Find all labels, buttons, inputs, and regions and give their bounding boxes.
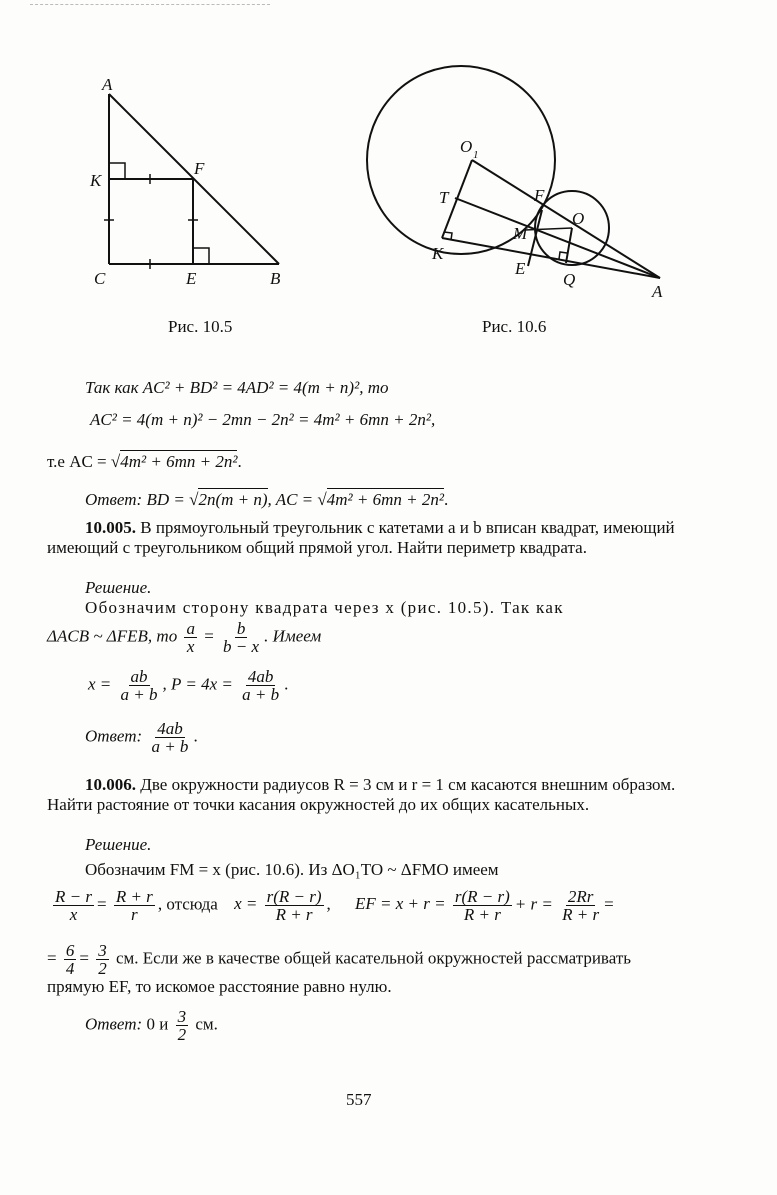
label-F: F [534, 186, 545, 205]
sol2-conclusion: см. Если же в качестве общей касательной окружностей рассматривать прямую EF, то искомое расстояние равно нулю. [47, 948, 632, 996]
ac-radicand-2: 4m² + 6mn + 2n² [326, 490, 444, 509]
answer-2: Ответ: $\frac{4ab}{a + b}$ . [85, 719, 198, 756]
ac-radicand: 4m² + 6mn + 2n² [120, 452, 238, 471]
right-angle-E [193, 248, 209, 264]
sol1-line3: x = $\frac{ab}{a + b}$ , P = 4x = $\frac{4ab}{a + b}$ . [88, 667, 289, 704]
text-line-2: AC² = 4(m + n)² − 2mn − 2n² = 4m² + 6mn + 2n², [90, 410, 436, 429]
caption-fig-10-6: Рис. 10.6 [482, 317, 547, 336]
fraction-Rpr-r: $\frac{R + r}{r}$ [115, 887, 153, 924]
label-E: E [515, 259, 526, 278]
text-line-3: т.е AC = √4m² + 6mn + 2n². [47, 452, 242, 471]
page-number: 557 [346, 1090, 372, 1109]
answer-fraction-3-2: $\frac{3}{2}$ [177, 1007, 187, 1044]
radius-OQ [566, 228, 572, 263]
label-C: C [94, 269, 106, 288]
fraction-Rmr-x: $\frac{R - r}{x}$ [55, 887, 92, 924]
sol1-line2: ΔACB ~ ΔFEB, то $\frac{a}{x}$ = $\frac{b}{b - x}$ . Имеем [47, 619, 322, 656]
label-O1-sub: 1 [473, 149, 479, 161]
fraction-6-4: $\frac{6}{4}$ [65, 941, 75, 978]
fraction-2Rr: $\frac{2Rr}{R + r}$ [562, 887, 600, 924]
label-K: K [90, 171, 102, 190]
label-F: F [194, 159, 205, 178]
ac-prefix: т.е AC = [47, 452, 107, 471]
problem-statement: В прямоугольный треугольник с катетами a и b вписан квадрат, имеющий имеющий с треугольником общий прямой угол. Найти периметр квадрата. [47, 518, 675, 557]
answer-3: Ответ: 0 и $\frac{3}{2}$ см. [85, 1007, 218, 1044]
figure-10-6 [360, 60, 690, 345]
label-B: B [270, 269, 281, 288]
fraction-ab: $\frac{ab}{a + b}$ [120, 667, 158, 704]
label-A: A [652, 282, 663, 301]
sol2-line2: $\frac{R - r}{x}$ = $\frac{R + r}{r}$ , отсюда x = $\frac{r(R - r)}{R + r}$ , EF = x + r = $\frac{r(R - r)}{R + r}$ + r = $\frac{2Rr}{R + r}$ = [55, 887, 614, 924]
problem-10-005 [47, 518, 677, 558]
bd-radicand: 2n(m + n) [198, 490, 268, 509]
sol1-line1: Обозначим сторону квадрата через x (рис. 10.5). Так как [85, 598, 564, 617]
label-O: O [572, 209, 585, 228]
label-Q: Q [563, 270, 576, 289]
answer-1: Ответ: BD = √2n(m + n), AC = √4m² + 6mn + 2n². [85, 490, 449, 509]
line-TA [455, 198, 660, 278]
label-A: A [102, 75, 113, 94]
right-angle-K [109, 163, 125, 179]
fraction-ef: $\frac{r(R - r)}{R + r}$ [454, 887, 510, 924]
label-M: M [513, 224, 528, 243]
label-E: E [186, 269, 197, 288]
answer-label: Ответ: [85, 490, 143, 509]
solution-label-2: Решение. [85, 835, 152, 854]
fraction-b-over-bx: $\frac{b}{b - x}$ [223, 619, 260, 656]
sol2-line1: Обозначим FM = x (рис. 10.6). Из ΔO₁TO ~ ΔFMO имеем [85, 860, 499, 879]
problem-number: 10.005. [85, 518, 136, 537]
fraction-a-over-x: $\frac{a}{x}$ [186, 619, 195, 656]
caption-fig-10-5: Рис. 10.5 [168, 317, 233, 336]
top-rule [30, 4, 270, 6]
label-K: K [432, 244, 444, 263]
fraction-4ab: $\frac{4ab}{a + b}$ [242, 667, 280, 704]
label-T: T [439, 188, 449, 207]
figure-10-5 [80, 70, 300, 340]
answer-fraction-4ab: $\frac{4ab}{a + b}$ [151, 719, 189, 756]
problem-10-006 [47, 775, 677, 815]
fraction-3-2: $\frac{3}{2}$ [98, 941, 107, 978]
label-O1: O [460, 137, 473, 156]
sol2-line3: = $\frac{6}{4}$ = $\frac{3}{2}$ см. Если же в качестве общей касательной окружностей рассматривать прямую EF, то искомое расстояние равно нулю. [47, 941, 632, 996]
solution-label-1: Решение. [85, 578, 152, 597]
text-line-1: Так как AC² + BD² = 4AD² = 4(m + n)², то [85, 378, 389, 397]
problem-number: 10.006. [85, 775, 136, 794]
problem-statement: Две окружности радиусов R = 3 см и r = 1 см касаются внешним образом. Найти растояние от точки касания окружностей до их общих касательных. [47, 775, 676, 814]
fraction-x: $\frac{r(R - r)}{R + r}$ [266, 887, 322, 924]
